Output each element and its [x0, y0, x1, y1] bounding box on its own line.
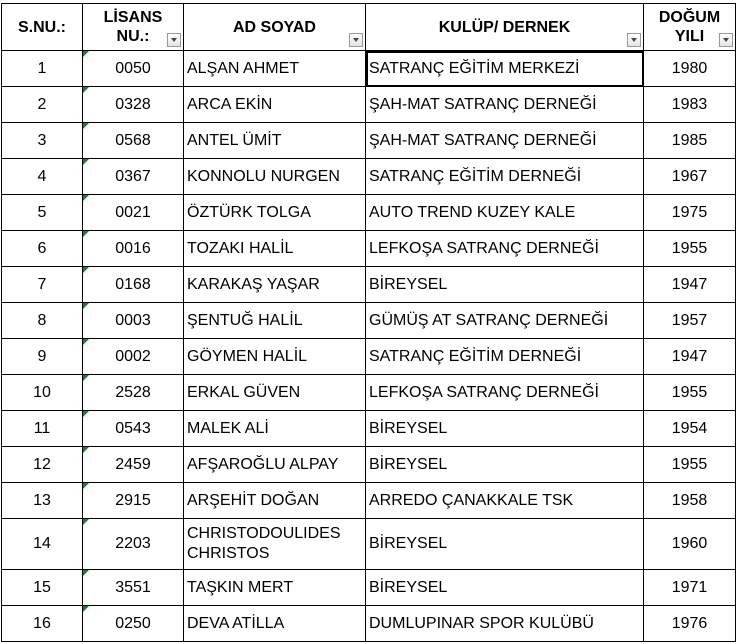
cell-year[interactable]: 1957 [644, 303, 736, 339]
cell-club[interactable]: BİREYSEL [366, 267, 644, 303]
text-number-flag-icon [83, 195, 89, 201]
cell-sno[interactable]: 1 [2, 51, 83, 87]
cell-sno[interactable]: 5 [2, 195, 83, 231]
header-club [366, 4, 644, 51]
cell-license-text: 0543 [115, 419, 151, 437]
header-license-label-2: NU.: [116, 28, 150, 45]
text-number-flag-icon [83, 159, 89, 165]
cell-license-text: 2528 [115, 383, 151, 401]
cell-license[interactable] [83, 51, 184, 87]
text-number-flag-icon [83, 339, 89, 345]
cell-name[interactable]: ARŞEHİT DOĞAN [184, 483, 366, 519]
cell-name[interactable]: GÖYMEN HALİL [184, 339, 366, 375]
header-license [83, 4, 184, 51]
cell-license[interactable] [83, 267, 184, 303]
header-birth-label-1: DOĞUM [658, 9, 721, 26]
table-row [2, 519, 736, 570]
header-club-label: KULÜP/ DERNEK [438, 18, 571, 36]
cell-club[interactable]: LEFKOŞA SATRANÇ DERNEĞİ [366, 375, 644, 411]
cell-sno[interactable]: 15 [2, 570, 83, 606]
table-row [2, 51, 736, 87]
header-name [184, 4, 366, 51]
cell-club[interactable]: BİREYSEL [366, 447, 644, 483]
license-filter-dropdown-icon[interactable] [167, 33, 181, 47]
table-row [2, 483, 736, 519]
cell-name[interactable]: DEVA ATİLLA [184, 606, 366, 642]
text-number-flag-icon [83, 51, 89, 57]
cell-club[interactable]: SATRANÇ EĞİTİM DERNEĞİ [366, 159, 644, 195]
cell-license-text: 0021 [115, 203, 151, 221]
cell-club[interactable]: BİREYSEL [366, 411, 644, 447]
cell-license-text: 0003 [115, 311, 151, 329]
cell-sno[interactable]: 7 [2, 267, 83, 303]
header-license-label-1: LİSANS [103, 9, 163, 26]
table-row [2, 195, 736, 231]
header-birth-year [644, 4, 736, 51]
license-table [1, 3, 736, 642]
text-number-flag-icon [83, 411, 89, 417]
cell-club[interactable]: AUTO TREND KUZEY KALE [366, 195, 644, 231]
cell-club[interactable]: ŞAH-MAT SATRANÇ DERNEĞİ [366, 87, 644, 123]
cell-name[interactable]: ALŞAN AHMET [184, 51, 366, 87]
cell-license-text: 2915 [115, 491, 151, 509]
table-row [2, 570, 736, 606]
header-birth-label-2: YILI [674, 28, 705, 45]
text-number-flag-icon [83, 606, 89, 612]
cell-name[interactable]: ERKAL GÜVEN [184, 375, 366, 411]
cell-year[interactable]: 1958 [644, 483, 736, 519]
cell-year[interactable]: 1980 [644, 51, 736, 87]
cell-sno[interactable]: 6 [2, 231, 83, 267]
cell-sno[interactable]: 10 [2, 375, 83, 411]
cell-club[interactable]: BİREYSEL [366, 519, 644, 570]
cell-name[interactable]: ARCA EKİN [184, 87, 366, 123]
table-row [2, 87, 736, 123]
cell-year[interactable]: 1954 [644, 411, 736, 447]
text-number-flag-icon [83, 303, 89, 309]
cell-sno[interactable]: 12 [2, 447, 83, 483]
cell-year[interactable]: 1960 [644, 519, 736, 570]
cell-license-text: 0016 [115, 239, 151, 257]
cell-year[interactable]: 1955 [644, 375, 736, 411]
cell-license-text: 2459 [115, 455, 151, 473]
table-row [2, 606, 736, 642]
cell-license[interactable] [83, 231, 184, 267]
cell-license[interactable] [83, 606, 184, 642]
cell-year[interactable]: 1971 [644, 570, 736, 606]
cell-license-text: 0002 [115, 347, 151, 365]
cell-sno[interactable]: 9 [2, 339, 83, 375]
cell-sno[interactable]: 11 [2, 411, 83, 447]
cell-name[interactable]: ÖZTÜRK TOLGA [184, 195, 366, 231]
cell-license[interactable] [83, 123, 184, 159]
birth-year-filter-dropdown-icon[interactable] [719, 33, 733, 47]
cell-license-text: 0168 [115, 275, 151, 293]
header-name-label: AD SOYAD [233, 18, 316, 36]
cell-name[interactable]: AFŞAROĞLU ALPAY [184, 447, 366, 483]
cell-sno[interactable]: 4 [2, 159, 83, 195]
table-row [2, 159, 736, 195]
cell-name[interactable]: CHRISTODOULIDES CHRISTOS [184, 519, 366, 570]
cell-sno[interactable]: 14 [2, 519, 83, 570]
cell-name[interactable]: TAŞKIN MERT [184, 570, 366, 606]
cell-license-text: 3551 [115, 578, 151, 596]
cell-license-text: 0250 [115, 614, 151, 632]
cell-name[interactable]: ANTEL ÜMİT [184, 123, 366, 159]
table-row [2, 447, 736, 483]
cell-year[interactable]: 1975 [644, 195, 736, 231]
cell-license[interactable] [83, 447, 184, 483]
cell-license[interactable] [83, 519, 184, 570]
cell-name[interactable]: KARAKAŞ YAŞAR [184, 267, 366, 303]
cell-license-text: 2203 [115, 535, 151, 552]
cell-license[interactable] [83, 195, 184, 231]
cell-license[interactable] [83, 339, 184, 375]
cell-license[interactable] [83, 411, 184, 447]
cell-club[interactable]: BİREYSEL [366, 570, 644, 606]
cell-sno[interactable]: 16 [2, 606, 83, 642]
cell-year[interactable]: 1985 [644, 123, 736, 159]
cell-year[interactable]: 1955 [644, 447, 736, 483]
cell-club-selected[interactable]: SATRANÇ EĞİTİM MERKEZİ [366, 51, 644, 87]
table-row [2, 375, 736, 411]
text-number-flag-icon [83, 519, 89, 525]
cell-year[interactable]: 1983 [644, 87, 736, 123]
cell-year[interactable]: 1947 [644, 267, 736, 303]
table-row [2, 411, 736, 447]
table-row [2, 231, 736, 267]
header-sno-label: S.NU.: [18, 18, 66, 36]
cell-license[interactable] [83, 375, 184, 411]
cell-sno[interactable]: 2 [2, 87, 83, 123]
table-row [2, 303, 736, 339]
text-number-flag-icon [83, 483, 89, 489]
cell-license[interactable] [83, 87, 184, 123]
text-number-flag-icon [83, 267, 89, 273]
cell-club[interactable]: GÜMÜŞ AT SATRANÇ DERNEĞİ [366, 303, 644, 339]
cell-license-text: 0050 [115, 59, 151, 77]
cell-year[interactable]: 1976 [644, 606, 736, 642]
cell-sno[interactable]: 3 [2, 123, 83, 159]
cell-name[interactable]: MALEK ALİ [184, 411, 366, 447]
cell-license-text: 0568 [115, 131, 151, 149]
cell-sno[interactable]: 13 [2, 483, 83, 519]
cell-club[interactable]: ŞAH-MAT SATRANÇ DERNEĞİ [366, 123, 644, 159]
cell-license[interactable] [83, 570, 184, 606]
table-row [2, 339, 736, 375]
cell-club[interactable]: LEFKOŞA SATRANÇ DERNEĞİ [366, 231, 644, 267]
header-row [2, 4, 736, 51]
text-number-flag-icon [83, 231, 89, 237]
cell-club[interactable]: DUMLUPINAR SPOR KULÜBÜ [366, 606, 644, 642]
text-number-flag-icon [83, 123, 89, 129]
cell-year[interactable]: 1955 [644, 231, 736, 267]
table-row [2, 267, 736, 303]
cell-club[interactable]: ARREDO ÇANAKKALE TSK [366, 483, 644, 519]
cell-year[interactable]: 1947 [644, 339, 736, 375]
cell-license[interactable] [83, 303, 184, 339]
cell-name[interactable]: ŞENTUĞ HALİL [184, 303, 366, 339]
text-number-flag-icon [83, 87, 89, 93]
cell-license[interactable] [83, 483, 184, 519]
cell-license-text: 0328 [115, 95, 151, 113]
cell-sno[interactable]: 8 [2, 303, 83, 339]
name-filter-dropdown-icon[interactable] [349, 33, 363, 47]
header-sno [2, 4, 83, 51]
table-row [2, 123, 736, 159]
club-filter-dropdown-icon[interactable] [627, 33, 641, 47]
cell-name[interactable]: TOZAKI HALİL [184, 231, 366, 267]
cell-license-text: 0367 [115, 167, 151, 185]
cell-name[interactable]: KONNOLU NURGEN [184, 159, 366, 195]
cell-club[interactable]: SATRANÇ EĞİTİM DERNEĞİ [366, 339, 644, 375]
cell-year[interactable]: 1967 [644, 159, 736, 195]
text-number-flag-icon [83, 447, 89, 453]
text-number-flag-icon [83, 570, 89, 576]
text-number-flag-icon [83, 375, 89, 381]
cell-license[interactable] [83, 159, 184, 195]
